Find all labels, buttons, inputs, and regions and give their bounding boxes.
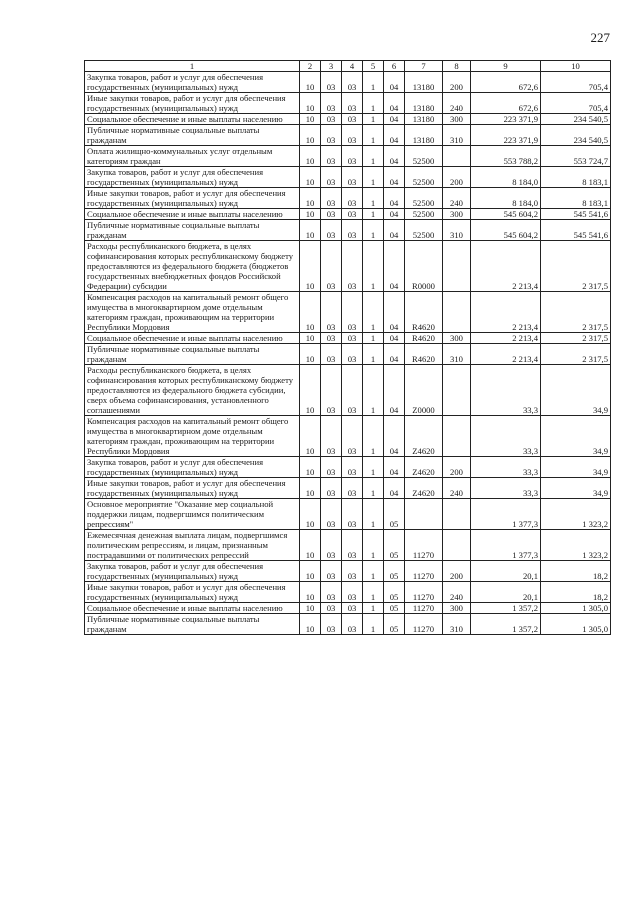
code-program: 03: [342, 344, 363, 365]
code-section: 10: [300, 167, 321, 188]
code-subsection: 03: [321, 167, 342, 188]
amount-year-1: 2 213,4: [471, 333, 541, 344]
amount-year-1: 672,6: [471, 72, 541, 93]
amount-year-1: 223 371,9: [471, 125, 541, 146]
code-section: 10: [300, 582, 321, 603]
amount-year-2: 34,9: [541, 416, 611, 457]
code-activity: 04: [384, 114, 405, 125]
code-subsection: 03: [321, 188, 342, 209]
code-expense-type: 300: [443, 114, 471, 125]
code-section: 10: [300, 125, 321, 146]
code-expense-type: 240: [443, 188, 471, 209]
code-activity: 04: [384, 333, 405, 344]
row-name: Закупка товаров, работ и услуг для обеспечения государственных (муниципальных) нужд: [85, 167, 300, 188]
code-subprogram: 1: [363, 241, 384, 292]
amount-year-2: 34,9: [541, 365, 611, 416]
amount-year-2: 8 183,1: [541, 188, 611, 209]
table-row: [85, 241, 611, 292]
code-subsection: 03: [321, 209, 342, 220]
code-direction: 13180: [405, 72, 443, 93]
amount-year-1: 1 357,2: [471, 603, 541, 614]
code-expense-type: 310: [443, 614, 471, 635]
code-subprogram: 1: [363, 561, 384, 582]
table-row: [85, 93, 611, 114]
amount-year-1: 2 213,4: [471, 241, 541, 292]
amount-year-2: 1 323,2: [541, 499, 611, 530]
code-subsection: 03: [321, 457, 342, 478]
code-activity: 04: [384, 188, 405, 209]
code-program: 03: [342, 530, 363, 561]
code-subsection: 03: [321, 603, 342, 614]
row-name: Публичные нормативные социальные выплаты гражданам: [85, 220, 300, 241]
code-direction: 11270: [405, 530, 443, 561]
code-subsection: 03: [321, 416, 342, 457]
column-header: 6: [384, 61, 405, 72]
amount-year-2: 705,4: [541, 93, 611, 114]
code-subprogram: 1: [363, 220, 384, 241]
code-section: 10: [300, 333, 321, 344]
code-program: 03: [342, 478, 363, 499]
amount-year-2: 2 317,5: [541, 344, 611, 365]
amount-year-2: 545 541,6: [541, 220, 611, 241]
code-program: 03: [342, 582, 363, 603]
code-section: 10: [300, 499, 321, 530]
code-program: 03: [342, 209, 363, 220]
table-row: [85, 344, 611, 365]
code-section: 10: [300, 114, 321, 125]
column-header: 1: [85, 61, 300, 72]
code-program: 03: [342, 167, 363, 188]
code-program: 03: [342, 614, 363, 635]
code-section: 10: [300, 241, 321, 292]
table-row: [85, 209, 611, 220]
table-row: [85, 365, 611, 416]
code-subprogram: 1: [363, 292, 384, 333]
code-expense-type: [443, 292, 471, 333]
code-subprogram: 1: [363, 167, 384, 188]
code-activity: 05: [384, 582, 405, 603]
table-row: [85, 167, 611, 188]
code-activity: 04: [384, 365, 405, 416]
amount-year-1: 2 213,4: [471, 292, 541, 333]
column-header: 3: [321, 61, 342, 72]
code-subprogram: 1: [363, 499, 384, 530]
code-section: 10: [300, 457, 321, 478]
column-header: 10: [541, 61, 611, 72]
code-activity: 05: [384, 561, 405, 582]
column-header: 4: [342, 61, 363, 72]
code-subprogram: 1: [363, 614, 384, 635]
code-direction: 52500: [405, 209, 443, 220]
row-name: Компенсация расходов на капитальный ремонт общего имущества в многоквартирном доме отдельным категориям граждан, проживающим на территории Республики Мордовия: [85, 292, 300, 333]
code-subprogram: 1: [363, 72, 384, 93]
row-name: Расходы республиканского бюджета, в целях софинансирования которых республиканскому бюджету предоставляются из федерального бюджета субсидии, сверх объема софинансирования, установленного соглашениями: [85, 365, 300, 416]
code-expense-type: [443, 146, 471, 167]
code-activity: 04: [384, 478, 405, 499]
code-subprogram: 1: [363, 344, 384, 365]
code-subprogram: 1: [363, 530, 384, 561]
code-subsection: 03: [321, 530, 342, 561]
row-name: Социальное обеспечение и иные выплаты населению: [85, 114, 300, 125]
code-section: 10: [300, 614, 321, 635]
amount-year-2: 553 724,7: [541, 146, 611, 167]
code-subprogram: 1: [363, 146, 384, 167]
code-subsection: 03: [321, 220, 342, 241]
code-direction: 52500: [405, 220, 443, 241]
code-expense-type: 240: [443, 478, 471, 499]
row-name: Иные закупки товаров, работ и услуг для обеспечения государственных (муниципальных) нужд: [85, 478, 300, 499]
code-program: 03: [342, 499, 363, 530]
code-subprogram: 1: [363, 478, 384, 499]
code-section: 10: [300, 478, 321, 499]
code-expense-type: 300: [443, 603, 471, 614]
row-name: Закупка товаров, работ и услуг для обеспечения государственных (муниципальных) нужд: [85, 457, 300, 478]
code-program: 03: [342, 416, 363, 457]
code-subsection: 03: [321, 614, 342, 635]
code-subprogram: 1: [363, 333, 384, 344]
code-program: 03: [342, 188, 363, 209]
amount-year-1: 33,3: [471, 478, 541, 499]
code-section: 10: [300, 209, 321, 220]
table-row: [85, 146, 611, 167]
amount-year-1: 33,3: [471, 365, 541, 416]
code-subsection: 03: [321, 292, 342, 333]
amount-year-1: 545 604,2: [471, 220, 541, 241]
code-expense-type: 310: [443, 220, 471, 241]
code-program: 03: [342, 457, 363, 478]
code-program: 03: [342, 114, 363, 125]
code-program: 03: [342, 603, 363, 614]
code-activity: 04: [384, 241, 405, 292]
amount-year-1: 672,6: [471, 93, 541, 114]
code-activity: 05: [384, 614, 405, 635]
header-row: [85, 61, 611, 72]
code-direction: Z4620: [405, 457, 443, 478]
code-subprogram: 1: [363, 457, 384, 478]
code-activity: 05: [384, 603, 405, 614]
code-activity: 04: [384, 93, 405, 114]
row-name: Компенсация расходов на капитальный ремонт общего имущества в многоквартирном доме отдельным категориям граждан, проживающим на территории Республики Мордовия: [85, 416, 300, 457]
amount-year-1: 2 213,4: [471, 344, 541, 365]
code-subprogram: 1: [363, 582, 384, 603]
amount-year-1: 1 357,2: [471, 614, 541, 635]
code-direction: 11270: [405, 561, 443, 582]
code-program: 03: [342, 333, 363, 344]
amount-year-2: 545 541,6: [541, 209, 611, 220]
row-name: Иные закупки товаров, работ и услуг для обеспечения государственных (муниципальных) нужд: [85, 188, 300, 209]
code-direction: [405, 499, 443, 530]
code-expense-type: 200: [443, 561, 471, 582]
code-direction: 52500: [405, 146, 443, 167]
table-row: [85, 72, 611, 93]
code-expense-type: [443, 241, 471, 292]
code-expense-type: 310: [443, 344, 471, 365]
code-program: 03: [342, 365, 363, 416]
code-program: 03: [342, 292, 363, 333]
code-direction: 11270: [405, 603, 443, 614]
code-subsection: 03: [321, 114, 342, 125]
amount-year-1: 33,3: [471, 457, 541, 478]
code-section: 10: [300, 530, 321, 561]
code-direction: 52500: [405, 188, 443, 209]
table-row: [85, 220, 611, 241]
code-direction: R4620: [405, 344, 443, 365]
code-subsection: 03: [321, 365, 342, 416]
table-row: [85, 125, 611, 146]
code-subprogram: 1: [363, 416, 384, 457]
code-section: 10: [300, 603, 321, 614]
table-row: [85, 188, 611, 209]
code-subsection: 03: [321, 72, 342, 93]
amount-year-1: 8 184,0: [471, 188, 541, 209]
amount-year-1: 1 377,3: [471, 499, 541, 530]
code-section: 10: [300, 188, 321, 209]
code-expense-type: [443, 416, 471, 457]
code-direction: Z4620: [405, 478, 443, 499]
code-program: 03: [342, 146, 363, 167]
code-subsection: 03: [321, 344, 342, 365]
row-name: Публичные нормативные социальные выплаты гражданам: [85, 344, 300, 365]
amount-year-1: 20,1: [471, 561, 541, 582]
code-subsection: 03: [321, 146, 342, 167]
code-activity: 04: [384, 167, 405, 188]
amount-year-1: 8 184,0: [471, 167, 541, 188]
amount-year-1: 33,3: [471, 416, 541, 457]
code-activity: 04: [384, 344, 405, 365]
code-activity: 04: [384, 416, 405, 457]
column-header: 9: [471, 61, 541, 72]
code-direction: 11270: [405, 582, 443, 603]
code-subsection: 03: [321, 333, 342, 344]
code-direction: 13180: [405, 125, 443, 146]
page-number: 227: [590, 30, 610, 45]
amount-year-2: 1 305,0: [541, 603, 611, 614]
amount-year-1: 1 377,3: [471, 530, 541, 561]
code-direction: R4620: [405, 292, 443, 333]
amount-year-2: 2 317,5: [541, 241, 611, 292]
code-activity: 05: [384, 530, 405, 561]
table-row: [85, 292, 611, 333]
code-section: 10: [300, 344, 321, 365]
code-program: 03: [342, 93, 363, 114]
code-subsection: 03: [321, 561, 342, 582]
row-name: Основное мероприятие "Оказание мер социальной поддержки лицам, подвергшимся политическим репрессиям": [85, 499, 300, 530]
code-section: 10: [300, 72, 321, 93]
code-subprogram: 1: [363, 365, 384, 416]
code-program: 03: [342, 125, 363, 146]
table-row: [85, 333, 611, 344]
code-direction: R0000: [405, 241, 443, 292]
table-row: [85, 478, 611, 499]
code-subprogram: 1: [363, 125, 384, 146]
code-section: 10: [300, 292, 321, 333]
code-section: 10: [300, 146, 321, 167]
row-name: Ежемесячная денежная выплата лицам, подвергшимся политическим репрессиям, и лицам, признанным пострадавшими от политических репрессий: [85, 530, 300, 561]
table-row: [85, 416, 611, 457]
row-name: Иные закупки товаров, работ и услуг для обеспечения государственных (муниципальных) нужд: [85, 93, 300, 114]
table-row: [85, 114, 611, 125]
table-row: [85, 530, 611, 561]
code-expense-type: [443, 530, 471, 561]
amount-year-2: 234 540,5: [541, 114, 611, 125]
row-name: Социальное обеспечение и иные выплаты населению: [85, 603, 300, 614]
amount-year-2: 705,4: [541, 72, 611, 93]
code-subprogram: 1: [363, 209, 384, 220]
code-subprogram: 1: [363, 114, 384, 125]
row-name: Публичные нормативные социальные выплаты гражданам: [85, 614, 300, 635]
amount-year-2: 34,9: [541, 457, 611, 478]
table-row: [85, 457, 611, 478]
code-expense-type: 240: [443, 582, 471, 603]
code-direction: R4620: [405, 333, 443, 344]
code-activity: 04: [384, 209, 405, 220]
column-header: 8: [443, 61, 471, 72]
table-row: [85, 614, 611, 635]
column-header: 2: [300, 61, 321, 72]
row-name: Оплата жилищно-коммунальных услуг отдельным категориям граждан: [85, 146, 300, 167]
code-subsection: 03: [321, 478, 342, 499]
amount-year-2: 1 323,2: [541, 530, 611, 561]
code-expense-type: 300: [443, 209, 471, 220]
code-direction: 13180: [405, 114, 443, 125]
code-expense-type: 200: [443, 457, 471, 478]
amount-year-1: 553 788,2: [471, 146, 541, 167]
code-expense-type: 240: [443, 93, 471, 114]
amount-year-2: 8 183,1: [541, 167, 611, 188]
budget-table: [84, 60, 611, 635]
amount-year-2: 2 317,5: [541, 292, 611, 333]
code-subsection: 03: [321, 499, 342, 530]
code-direction: Z0000: [405, 365, 443, 416]
table-row: [85, 499, 611, 530]
code-activity: 04: [384, 292, 405, 333]
table-row: [85, 603, 611, 614]
amount-year-2: 18,2: [541, 561, 611, 582]
amount-year-2: 18,2: [541, 582, 611, 603]
code-subprogram: 1: [363, 603, 384, 614]
code-direction: 52500: [405, 167, 443, 188]
amount-year-2: 34,9: [541, 478, 611, 499]
code-program: 03: [342, 241, 363, 292]
code-section: 10: [300, 220, 321, 241]
code-program: 03: [342, 561, 363, 582]
amount-year-1: 20,1: [471, 582, 541, 603]
amount-year-2: 2 317,5: [541, 333, 611, 344]
code-expense-type: 200: [443, 72, 471, 93]
code-section: 10: [300, 365, 321, 416]
amount-year-2: 1 305,0: [541, 614, 611, 635]
code-subsection: 03: [321, 241, 342, 292]
code-activity: 04: [384, 220, 405, 241]
code-expense-type: [443, 365, 471, 416]
row-name: Закупка товаров, работ и услуг для обеспечения государственных (муниципальных) нужд: [85, 561, 300, 582]
code-subsection: 03: [321, 93, 342, 114]
code-subprogram: 1: [363, 93, 384, 114]
code-activity: 04: [384, 125, 405, 146]
code-section: 10: [300, 561, 321, 582]
code-direction: Z4620: [405, 416, 443, 457]
row-name: Закупка товаров, работ и услуг для обеспечения государственных (муниципальных) нужд: [85, 72, 300, 93]
code-expense-type: 310: [443, 125, 471, 146]
column-header: 7: [405, 61, 443, 72]
table-row: [85, 582, 611, 603]
code-activity: 04: [384, 72, 405, 93]
code-section: 10: [300, 416, 321, 457]
code-direction: 11270: [405, 614, 443, 635]
code-activity: 04: [384, 146, 405, 167]
column-header: 5: [363, 61, 384, 72]
code-expense-type: [443, 499, 471, 530]
code-activity: 05: [384, 499, 405, 530]
table-row: [85, 561, 611, 582]
row-name: Социальное обеспечение и иные выплаты населению: [85, 209, 300, 220]
row-name: Публичные нормативные социальные выплаты гражданам: [85, 125, 300, 146]
code-program: 03: [342, 72, 363, 93]
code-expense-type: 200: [443, 167, 471, 188]
code-activity: 04: [384, 457, 405, 478]
row-name: Расходы республиканского бюджета, в целях софинансирования которых республиканскому бюджету предоставляются из федерального бюджета (бюджетов государственных внебюджетных фондов Российской Федерации) субсидии: [85, 241, 300, 292]
code-section: 10: [300, 93, 321, 114]
amount-year-1: 545 604,2: [471, 209, 541, 220]
row-name: Иные закупки товаров, работ и услуг для обеспечения государственных (муниципальных) нужд: [85, 582, 300, 603]
amount-year-1: 223 371,9: [471, 114, 541, 125]
code-subprogram: 1: [363, 188, 384, 209]
amount-year-2: 234 540,5: [541, 125, 611, 146]
code-program: 03: [342, 220, 363, 241]
code-subsection: 03: [321, 582, 342, 603]
code-subsection: 03: [321, 125, 342, 146]
code-direction: 13180: [405, 93, 443, 114]
row-name: Социальное обеспечение и иные выплаты населению: [85, 333, 300, 344]
code-expense-type: 300: [443, 333, 471, 344]
